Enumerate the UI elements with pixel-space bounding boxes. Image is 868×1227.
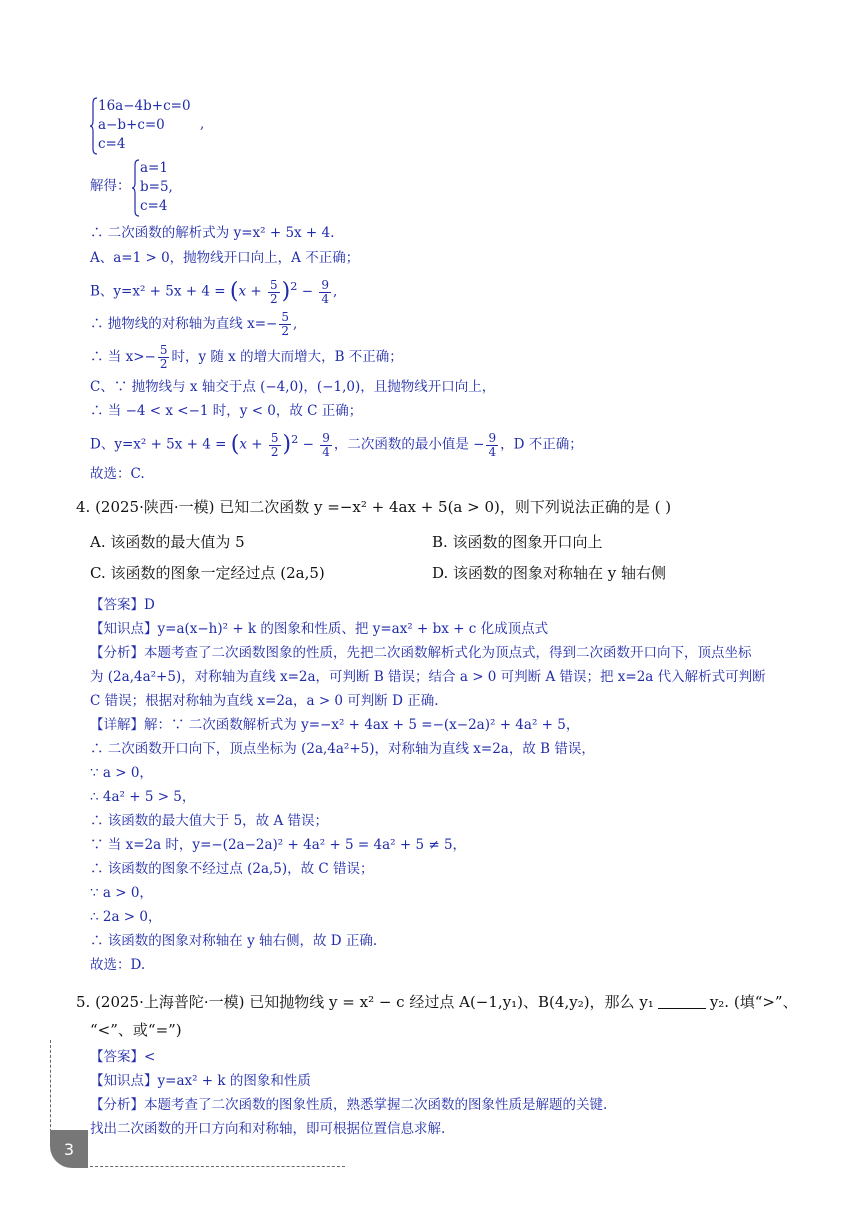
equation-line: 16a−4b+c=0 — [98, 98, 191, 114]
answer-blank[interactable] — [658, 994, 706, 1009]
detail-line: ∴ 该函数的图象不经过点 (2a,5)，故 C 错误； — [90, 861, 374, 877]
detail-line: ∵ a > 0， — [90, 765, 153, 781]
margin-dashed-line — [50, 1040, 51, 1142]
option-a: A. 该函数的最大值为 5 — [90, 533, 245, 551]
answer-line: 【答案】D — [90, 597, 155, 613]
equation-system — [90, 97, 290, 157]
equation-line: c=4 — [98, 136, 126, 152]
question-5-stem: 5. (2025·上海普陀·一模) 已知抛物线 y = x² − c 经过点 A(−1,y₁)、B(4,y₂)，那么 y₁ y₂. (填“>”、 — [76, 993, 798, 1011]
analysis-line: 【分析】本题考查了二次函数图象的性质，先把二次函数解析式化为顶点式，得到二次函数开口向下，顶点坐标 — [90, 645, 752, 661]
question-5-stem-cont: “<”、或“=”) — [90, 1021, 182, 1039]
solution-line: ∴ 二次函数的解析式为 y=x² + 5x + 4. — [90, 225, 335, 241]
analysis-line: C 错误；根据对称轴为直线 x=2a，a > 0 可判断 D 正确. — [90, 693, 439, 709]
detail-line: 故选：D. — [90, 957, 146, 973]
detail-line: ∵ a > 0， — [90, 885, 153, 901]
solution-line: A、a=1 > 0，抛物线开口向上，A 不正确； — [90, 250, 360, 266]
analysis-line: 【分析】本题考查了二次函数的图象性质，熟悉掌握二次函数的图象性质是解题的关键. — [90, 1097, 608, 1113]
solution-line-d: D、y=x² + 5x + 4 = (x + $\frac{5}{2}$ )$^2$ − $\frac{9}{4}$ ，二次函数的最小值是 − $\frac{9}{4}$ ，D 不正确； — [90, 430, 583, 459]
option-b: B. 该函数的图象开口向上 — [432, 533, 603, 551]
solution-line-b: B、y=x² + 5x + 4 = (x + $\frac{5}{2}$ )$^2$ − $\frac{9}{4}$ , — [90, 277, 338, 306]
detail-line: ∴ 该函数的最大值大于 5，故 A 错误； — [90, 813, 329, 829]
solution-line: b=5, — [140, 179, 173, 195]
page-number: 3 — [63, 1139, 75, 1159]
knowledge-line: 【知识点】y=ax² + k 的图象和性质 — [90, 1073, 311, 1089]
solution-system — [132, 159, 232, 219]
solution-line: ∴ 当 −4 < x <−1 时，y < 0，故 C 正确； — [90, 403, 363, 419]
solution-line: 故选：C. — [90, 466, 145, 482]
footer-dashed-line — [90, 1166, 345, 1167]
detail-line: ∴ 二次函数开口向下，顶点坐标为 (2a,4a²+5)，对称轴为直线 x=2a，故 B 错误， — [90, 741, 595, 757]
option-d: D. 该函数的图象对称轴在 y 轴右侧 — [432, 564, 667, 582]
analysis-line: 为 (2a,4a²+5)，对称轴为直线 x=2a，可判断 B 错误；结合 a > 0 可判断 A 错误；把 x=2a 代入解析式可判断 — [90, 669, 766, 685]
detail-line: ∴ 2a > 0， — [90, 909, 162, 925]
answer-line: 【答案】< — [90, 1049, 156, 1065]
question-4-stem: 4. (2025·陕西·一模) 已知二次函数 y =−x² + 4ax + 5(a > 0)，则下列说法正确的是 ( ) — [76, 498, 672, 516]
left-brace — [132, 159, 140, 217]
solution-line: a=1 — [140, 160, 168, 176]
left-brace — [90, 97, 98, 155]
equation-line: a−b+c=0 — [98, 117, 165, 133]
option-c: C. 该函数的图象一定经过点 (2a,5) — [90, 564, 325, 582]
analysis-line: 找出二次函数的开口方向和对称轴，即可根据位置信息求解. — [90, 1121, 446, 1137]
solution-line: c=4 — [140, 198, 168, 214]
detail-line: ∴ 4a² + 5 > 5， — [90, 789, 196, 805]
page-number-badge — [50, 1130, 88, 1168]
solution-line-axis: ∴ 抛物线的对称轴为直线 x=− $\frac{5}{2}$ , — [90, 310, 298, 338]
solve-prefix: 解得： — [90, 178, 131, 194]
detail-line: ∵ 当 x=2a 时，y=−(2a−2a)² + 4a² + 5 = 4a² + 5 ≠ 5， — [90, 837, 467, 853]
detail-line: ∴ 该函数的图象对称轴在 y 轴右侧，故 D 正确. — [90, 933, 378, 949]
detail-line: 【详解】解：∵ 二次函数解析式为 y=−x² + 4ax + 5 =−(x−2a)² + 4a² + 5， — [90, 717, 580, 733]
solution-line: C、∵ 抛物线与 x 轴交于点 (−4,0)，(−1,0)，且抛物线开口向上， — [90, 379, 496, 395]
knowledge-line: 【知识点】y=a(x−h)² + k 的图象和性质、把 y=ax² + bx + c 化成顶点式 — [90, 621, 549, 637]
solution-line-increase: ∴ 当 x>− $\frac{5}{2}$ 时，y 随 x 的增大而增大，B 不正确； — [90, 343, 403, 371]
equation-comma: , — [200, 116, 205, 132]
